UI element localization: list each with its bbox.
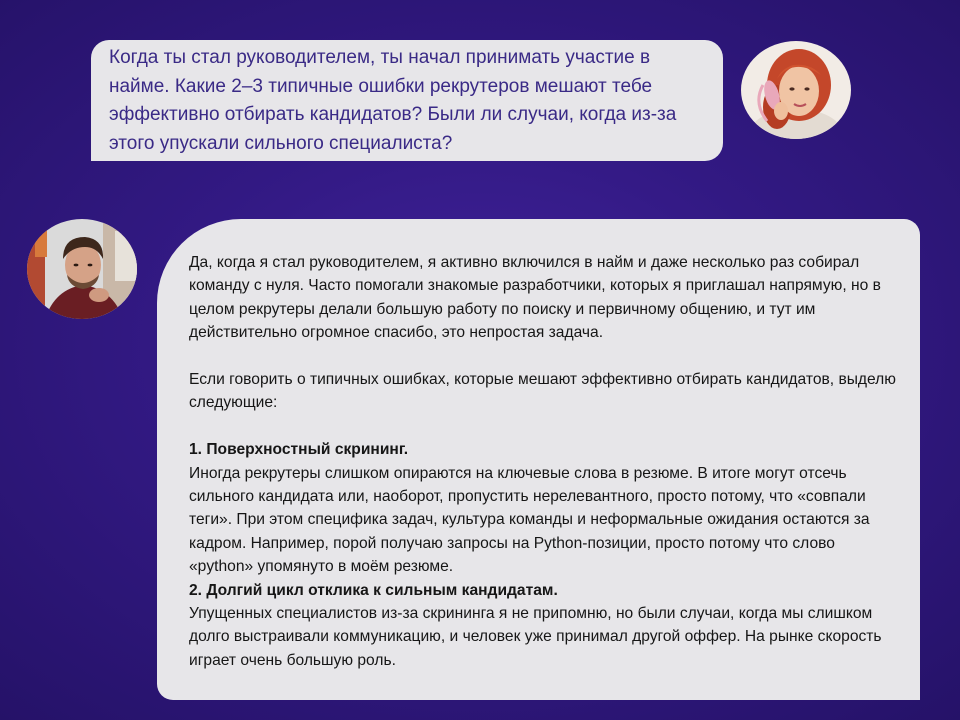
woman-portrait-icon bbox=[741, 41, 851, 139]
point-text: Иногда рекрутеры слишком опираются на ключевые слова в резюме. В итоге могут отсечь сильного кандидата или, наоборот, пропустить нерелевантного, просто потому, что «совпали теги». При этом специфика задач, культура команды и неформальные ожидания остаются за кадром. Например, порой получаю запросы на Python-позиции, просто потому что слово «python» упомянуто в моём резюме. bbox=[189, 464, 870, 576]
paragraph-spacer bbox=[189, 345, 900, 368]
point-text: Упущенных специалистов из-за скрининга я не припомню, но были случаи, когда мы слишком долго выстраивали коммуникацию, и человек уже принимал другой оффер. На рынке скорость играет очень большую роль. bbox=[189, 605, 882, 669]
interviewer-avatar bbox=[741, 41, 851, 139]
question-text: Когда ты стал руководителем, ты начал принимать участие в найме. Какие 2–3 типичные ошибки рекрутеров мешают тебе эффективно отбирать кандидатов? Были ли случаи, когда из-за этого упускали сильного специалиста? bbox=[109, 47, 677, 154]
answer-bubble bbox=[157, 219, 920, 700]
paragraph-spacer bbox=[189, 415, 900, 438]
point-heading: 1. Поверхностный скрининг. bbox=[189, 441, 409, 459]
man-portrait-icon bbox=[27, 219, 137, 319]
respondent-avatar bbox=[27, 219, 137, 319]
answer-lead: Если говорить о типичных ошибках, которые мешают эффективно отбирать кандидатов, выделю следующие: bbox=[189, 371, 896, 412]
question-bubble bbox=[91, 40, 723, 161]
answer-text bbox=[189, 251, 900, 672]
answer-intro: Да, когда я стал руководителем, я активно включился в найм и даже несколько раз собирал команду с нуля. Часто помогали знакомые разработчики, которых я приглашал напрямую, но в целом рекрутеры делали большую работу по поиску и первичному общению, и тут им действительно огромное спасибо, это непростая задача. bbox=[189, 254, 881, 342]
point-heading: 2. Долгий цикл отклика к сильным кандидатам. bbox=[189, 581, 558, 599]
